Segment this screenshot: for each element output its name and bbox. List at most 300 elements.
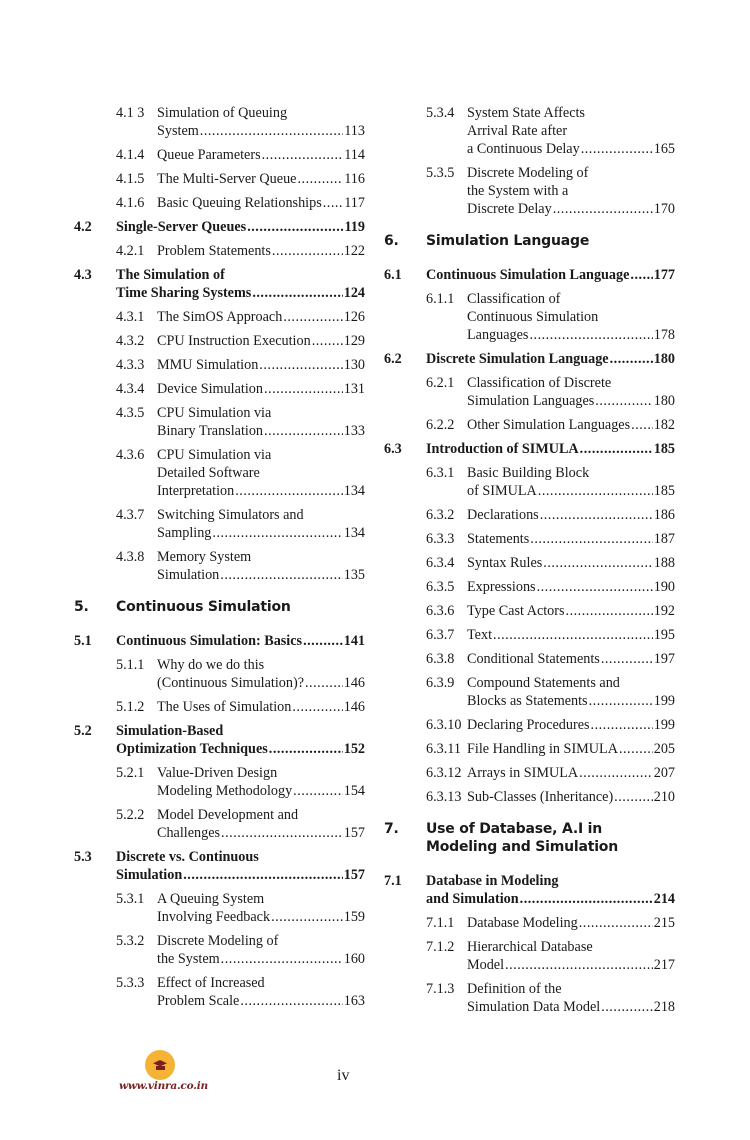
toc-section-entry[interactable] (383, 440, 675, 458)
toc-entry-title: Problem Scale (157, 993, 240, 1009)
toc-page-number: 160 (343, 951, 365, 967)
dot-leader (262, 146, 344, 164)
toc-subsection-entry[interactable] (73, 332, 365, 350)
dot-leader (520, 890, 653, 908)
toc-entry-line (157, 950, 365, 968)
dot-leader (537, 578, 653, 596)
toc-subsection-entry[interactable] (383, 914, 675, 932)
toc-page-number: 187 (653, 531, 675, 547)
dot-leader (581, 140, 653, 158)
toc-entry-title: Time Sharing Systems (116, 285, 252, 301)
toc-page-number: 146 (343, 675, 365, 691)
toc-entry-number: 5.3.1 (116, 891, 145, 907)
toc-entry-line (157, 356, 365, 374)
toc-page-number: 134 (343, 483, 365, 499)
toc-subsection-entry[interactable] (73, 446, 365, 500)
toc-subsection-entry[interactable] (73, 146, 365, 164)
dot-leader (235, 482, 343, 500)
toc-chapter-heading (73, 598, 365, 616)
toc-entry-title: System State Affects (467, 105, 585, 121)
toc-page-number: 163 (343, 993, 365, 1009)
toc-entry-number: 6.2 (384, 351, 402, 367)
toc-section-entry[interactable] (383, 266, 675, 284)
dot-leader (220, 566, 342, 584)
toc-entry-line (467, 530, 675, 548)
toc-entry-title: Compound Statements and (467, 675, 620, 691)
toc-entry-number: 4.3.4 (116, 381, 145, 397)
toc-entry-title: of SIMULA (467, 483, 537, 499)
toc-page-number: 124 (343, 285, 365, 301)
toc-subsection-entry[interactable] (73, 308, 365, 326)
toc-entry-line (426, 890, 675, 908)
toc-entry-number: 4.2 (74, 219, 92, 235)
dot-leader (579, 764, 653, 782)
toc-entry-title: Text (467, 627, 493, 643)
toc-entry-title: Conditional Statements (467, 651, 600, 667)
toc-entry-title: Discrete Modeling of (157, 933, 279, 949)
dot-leader (619, 740, 653, 758)
dot-leader (323, 194, 344, 212)
toc-entry-line (467, 626, 675, 644)
publisher-url[interactable]: www.vinra.co.in (119, 1080, 208, 1092)
dot-leader (259, 356, 342, 374)
toc-page-number: 122 (343, 243, 365, 259)
toc-entry-number: 7.1 (384, 873, 402, 889)
dot-leader (312, 332, 343, 350)
toc-page-number: 130 (343, 357, 365, 373)
dot-leader (614, 788, 653, 806)
toc-page-number: 113 (344, 123, 365, 139)
toc-subsection-entry[interactable] (383, 788, 675, 806)
toc-entry-title: CPU Simulation via (157, 447, 272, 463)
toc-entry-line (157, 122, 365, 140)
toc-page-number: 199 (653, 717, 675, 733)
toc-entry-number: 6.3.5 (426, 579, 455, 595)
toc-entry-line (157, 698, 365, 716)
toc-entry-title: Value-Driven Design (157, 765, 278, 781)
toc-subsection-entry[interactable] (383, 164, 675, 218)
toc-page-number: 141 (343, 633, 365, 649)
toc-entry-title: Database Modeling (467, 915, 578, 931)
dot-leader (529, 326, 652, 344)
toc-entry-line (157, 332, 365, 350)
toc-entry-line (116, 218, 365, 236)
toc-entry-line (467, 392, 675, 410)
dot-leader (530, 530, 652, 548)
toc-entry-title: Discrete Modeling of (467, 165, 589, 181)
toc-page-number: 152 (343, 741, 365, 757)
toc-page-number: 188 (653, 555, 675, 571)
toc-section-entry[interactable] (73, 632, 365, 650)
dot-leader (183, 866, 342, 884)
toc-subsection-entry[interactable] (383, 578, 675, 596)
toc-entry-line (116, 284, 365, 302)
toc-page-number: 116 (344, 171, 365, 187)
dot-leader (212, 524, 342, 542)
toc-entry-line (467, 998, 675, 1016)
toc-entry-title: Binary Translation (157, 423, 264, 439)
dot-leader (553, 200, 653, 218)
toc-entry-number: 6.3.8 (426, 651, 455, 667)
toc-page-number: 119 (344, 219, 365, 235)
toc-entry-line (426, 440, 675, 458)
toc-entry-title: Classification of Discrete (467, 375, 612, 391)
toc-subsection-entry[interactable] (383, 740, 675, 758)
toc-entry-line (116, 740, 365, 758)
dot-leader (264, 380, 343, 398)
toc-entry-number: 6.2.2 (426, 417, 455, 433)
toc-entry-number: 6.3.12 (426, 765, 462, 781)
toc-entry-number: 5.3.4 (426, 105, 455, 121)
toc-entry-title: (Continuous Simulation)? (157, 675, 304, 691)
toc-entry-title: CPU Simulation via (157, 405, 272, 421)
toc-entry-line (157, 194, 365, 212)
toc-entry-line (467, 914, 675, 932)
toc-section-entry[interactable] (73, 722, 365, 758)
toc-entry-line (426, 350, 675, 368)
toc-entry-title: The SimOS Approach (157, 309, 283, 325)
toc-entry-line (157, 782, 365, 800)
toc-entry-title: Simulation Language (426, 233, 590, 249)
toc-entry-number: 4.3.5 (116, 405, 145, 421)
toc-subsection-entry[interactable] (383, 626, 675, 644)
toc-page-number: 186 (653, 507, 675, 523)
toc-entry-line (157, 908, 365, 926)
graduation-cap-base-icon (156, 1066, 165, 1070)
toc-entry-title: Basic Building Block (467, 465, 590, 481)
toc-entry-title: Model Development and (157, 807, 299, 823)
toc-page-number: 154 (343, 783, 365, 799)
dot-leader (252, 284, 342, 302)
toc-subsection-entry[interactable] (73, 890, 365, 926)
toc-entry-number: 4.3.6 (116, 447, 145, 463)
toc-entry-title: Continuous Simulation (116, 599, 291, 615)
toc-entry-title: Memory System (157, 549, 252, 565)
toc-entry-title: Simulation Data Model (467, 999, 601, 1015)
publisher-logo (145, 1050, 175, 1080)
toc-page-number: 134 (343, 525, 365, 541)
toc-entry-title: Interpretation (157, 483, 235, 499)
toc-entry-number: 5.1.2 (116, 699, 145, 715)
toc-section-entry[interactable] (73, 848, 365, 884)
toc-entry-title: The Multi-Server Queue (157, 171, 297, 187)
toc-entry-line (157, 674, 365, 692)
toc-page-number: 190 (653, 579, 675, 595)
toc-subsection-entry[interactable] (383, 416, 675, 434)
toc-page-number: 214 (653, 891, 675, 907)
dot-leader (221, 950, 343, 968)
toc-subsection-entry[interactable] (73, 506, 365, 542)
toc-entry-line (467, 716, 675, 734)
toc-entry-line (467, 140, 675, 158)
toc-chapter-heading (383, 232, 675, 250)
toc-entry-title: Simulation-Based (116, 723, 224, 739)
toc-subsection-entry[interactable] (383, 464, 675, 500)
dot-leader (297, 170, 343, 188)
toc-right-column (383, 104, 675, 1022)
dot-leader (610, 350, 653, 368)
toc-page-number: 126 (343, 309, 365, 325)
toc-entry-line (157, 308, 365, 326)
toc-subsection-entry[interactable] (73, 242, 365, 260)
dot-leader (493, 626, 653, 644)
toc-entry-number: 7. (384, 821, 399, 837)
toc-entry-number: 4.3 (74, 267, 92, 283)
toc-entry-title: Discrete Delay (467, 201, 552, 217)
toc-entry-title: the System (157, 951, 220, 967)
toc-subsection-entry[interactable] (73, 170, 365, 188)
toc-subsection-entry[interactable] (73, 104, 365, 140)
dot-leader (292, 698, 342, 716)
toc-subsection-entry[interactable] (383, 938, 675, 974)
toc-entry-number: 6.3.10 (426, 717, 462, 733)
toc-page-number: 210 (653, 789, 675, 805)
toc-entry-line (116, 632, 365, 650)
toc-entry-title: Problem Statements (157, 243, 271, 259)
dot-leader (543, 554, 652, 572)
toc-entry-title: a Continuous Delay (467, 141, 580, 157)
toc-entry-line (157, 524, 365, 542)
toc-entry-title: Continuous Simulation Language (426, 267, 630, 283)
toc-entry-line (467, 692, 675, 710)
toc-entry-title: Challenges (157, 825, 221, 841)
toc-entry-number: 6.3.13 (426, 789, 462, 805)
toc-entry-title: Hierarchical Database (467, 939, 593, 955)
toc-entry-title: Continuous Simulation (467, 309, 599, 325)
dot-leader (591, 716, 653, 734)
toc-entry-title: Syntax Rules (467, 555, 543, 571)
toc-entry-title: Declaring Procedures (467, 717, 590, 733)
dot-leader (595, 392, 652, 410)
toc-entry-number: 6.1 (384, 267, 402, 283)
toc-entry-title: The Uses of Simulation (157, 699, 292, 715)
toc-subsection-entry[interactable] (73, 806, 365, 842)
toc-subsection-entry[interactable] (383, 530, 675, 548)
toc-entry-line (467, 602, 675, 620)
dot-leader (272, 242, 343, 260)
toc-entry-number: 6.3.1 (426, 465, 455, 481)
toc-page-number: 114 (344, 147, 365, 163)
toc-entry-number: 5.1.1 (116, 657, 145, 673)
toc-subsection-entry[interactable] (73, 764, 365, 800)
toc-entry-number: 6. (384, 233, 399, 249)
toc-chapter-heading (383, 820, 675, 856)
toc-entry-line (467, 554, 675, 572)
page-number: iv (337, 1067, 350, 1084)
toc-page-number: 180 (653, 393, 675, 409)
dot-leader (200, 122, 343, 140)
dot-leader (580, 440, 653, 458)
toc-entry-line (157, 242, 365, 260)
dot-leader (601, 998, 653, 1016)
toc-entry-number: 6.3.6 (426, 603, 455, 619)
toc-page-number: 197 (653, 651, 675, 667)
toc-entry-title: Single-Server Queues (116, 219, 247, 235)
toc-entry-title: Effect of Increased (157, 975, 265, 991)
toc-page-number: 157 (343, 867, 365, 883)
dot-leader (293, 782, 343, 800)
toc-entry-number: 6.2.1 (426, 375, 455, 391)
toc-entry-title: MMU Simulation (157, 357, 259, 373)
toc-page-number: 135 (343, 567, 365, 583)
toc-entry-number: 5. (74, 599, 89, 615)
dot-leader (221, 824, 343, 842)
toc-entry-number: 5.1 (74, 633, 92, 649)
toc-entry-title: Languages (467, 327, 529, 343)
toc-page-number: 192 (653, 603, 675, 619)
dot-leader (538, 482, 653, 500)
toc-entry-title: Device Simulation (157, 381, 263, 397)
toc-entry-line (467, 650, 675, 668)
toc-entry-title: Detailed Software (157, 465, 260, 481)
toc-subsection-entry[interactable] (73, 548, 365, 584)
toc-entry-line (467, 200, 675, 218)
toc-page-number: 165 (653, 141, 675, 157)
dot-leader (269, 740, 343, 758)
toc-entry-line (157, 380, 365, 398)
toc-entry-title: Declarations (467, 507, 539, 523)
toc-subsection-entry[interactable] (383, 650, 675, 668)
toc-subsection-entry[interactable] (73, 974, 365, 1010)
toc-entry-title: Why do we do this (157, 657, 265, 673)
toc-page-number: 218 (653, 999, 675, 1015)
toc-page-number: 129 (343, 333, 365, 349)
toc-entry-title: Statements (467, 531, 530, 547)
toc-entry-line (157, 824, 365, 842)
toc-entry-number: 6.3.4 (426, 555, 455, 571)
dot-leader (589, 692, 653, 710)
toc-entry-number: 5.3 (74, 849, 92, 865)
toc-entry-number: 6.3.11 (426, 741, 461, 757)
toc-subsection-entry[interactable] (73, 656, 365, 692)
toc-section-entry[interactable] (73, 218, 365, 236)
toc-subsection-entry[interactable] (73, 698, 365, 716)
toc-subsection-entry[interactable] (383, 602, 675, 620)
toc-subsection-entry[interactable] (73, 404, 365, 440)
toc-subsection-entry[interactable] (383, 764, 675, 782)
toc-entry-line (467, 578, 675, 596)
toc-page-number: 178 (653, 327, 675, 343)
toc-subsection-entry[interactable] (383, 290, 675, 344)
toc-subsection-entry[interactable] (73, 380, 365, 398)
toc-subsection-entry[interactable] (73, 194, 365, 212)
toc-subsection-entry[interactable] (383, 716, 675, 734)
toc-entry-title: Database in Modeling (426, 873, 559, 889)
dot-leader (264, 422, 343, 440)
toc-left-column (73, 104, 365, 1016)
toc-page-number: 131 (343, 381, 365, 397)
toc-page-number: 207 (653, 765, 675, 781)
toc-section-entry[interactable] (73, 266, 365, 302)
toc-entry-line (426, 266, 675, 284)
dot-leader (271, 908, 343, 926)
toc-entry-number: 5.3.3 (116, 975, 145, 991)
dot-leader (631, 416, 653, 434)
toc-entry-line (157, 422, 365, 440)
toc-entry-line (467, 764, 675, 782)
toc-page-number: 182 (653, 417, 675, 433)
toc-entry-title: Optimization Techniques (116, 741, 268, 757)
toc-entry-number: 5.3.2 (116, 933, 145, 949)
toc-subsection-entry[interactable] (383, 674, 675, 710)
toc-entry-title: File Handling in SIMULA (467, 741, 618, 757)
toc-subsection-entry[interactable] (73, 932, 365, 968)
toc-entry-line (467, 506, 675, 524)
toc-entry-title: Queue Parameters (157, 147, 261, 163)
toc-page-number: 133 (343, 423, 365, 439)
toc-subsection-entry[interactable] (383, 104, 675, 158)
toc-entry-title: Modeling Methodology (157, 783, 293, 799)
toc-entry-number: 6.3.9 (426, 675, 455, 691)
dot-leader (579, 914, 653, 932)
toc-entry-title: Other Simulation Languages (467, 417, 631, 433)
toc-entry-title: Simulation Languages (467, 393, 595, 409)
toc-entry-number: 4.3.1 (116, 309, 145, 325)
toc-entry-number: 4.3.7 (116, 507, 145, 523)
toc-entry-number: 6.3.2 (426, 507, 455, 523)
toc-entry-title: The Simulation of (116, 267, 225, 283)
toc-entry-title: the System with a (467, 183, 569, 199)
toc-entry-title: Simulation (157, 567, 220, 583)
toc-entry-number: 7.1.2 (426, 939, 455, 955)
toc-entry-line (467, 788, 675, 806)
toc-entry-number: 7.1.1 (426, 915, 455, 931)
toc-entry-line (157, 566, 365, 584)
toc-entry-number: 4.3.3 (116, 357, 145, 373)
toc-entry-line (157, 482, 365, 500)
dot-leader (240, 992, 342, 1010)
toc-entry-number: 6.1.1 (426, 291, 455, 307)
toc-page-number: 215 (653, 915, 675, 931)
toc-entry-title: System (157, 123, 199, 139)
toc-entry-title: Classification of (467, 291, 561, 307)
toc-subsection-entry[interactable] (383, 374, 675, 410)
toc-entry-line (467, 326, 675, 344)
toc-subsection-entry[interactable] (383, 506, 675, 524)
toc-entry-title: Discrete Simulation Language (426, 351, 609, 367)
toc-section-entry[interactable] (383, 350, 675, 368)
toc-page-number: 217 (653, 957, 675, 973)
toc-subsection-entry[interactable] (73, 356, 365, 374)
dot-leader (247, 218, 343, 236)
toc-entry-number: 5.2.1 (116, 765, 145, 781)
toc-entry-number: 6.3.7 (426, 627, 455, 643)
toc-subsection-entry[interactable] (383, 980, 675, 1016)
toc-page-number: 146 (343, 699, 365, 715)
toc-entry-title: Continuous Simulation: Basics (116, 633, 303, 649)
toc-subsection-entry[interactable] (383, 554, 675, 572)
dot-leader (540, 506, 653, 524)
toc-entry-number: 4.1.4 (116, 147, 145, 163)
toc-entry-number: 6.3 (384, 441, 402, 457)
dot-leader (601, 650, 653, 668)
toc-entry-number: 6.3.3 (426, 531, 455, 547)
toc-section-entry[interactable] (383, 872, 675, 908)
dot-leader (505, 956, 653, 974)
toc-entry-line (467, 482, 675, 500)
toc-entry-number: 4.1.6 (116, 195, 145, 211)
toc-entry-number: 4.2.1 (116, 243, 145, 259)
toc-entry-line (116, 866, 365, 884)
toc-entry-title: CPU Instruction Execution (157, 333, 311, 349)
toc-entry-number: 4.1 3 (116, 105, 145, 121)
toc-entry-title: Modeling and Simulation (426, 839, 618, 855)
toc-entry-number: 7.1.3 (426, 981, 455, 997)
toc-entry-title: Introduction of SIMULA (426, 441, 579, 457)
toc-entry-number: 5.2.2 (116, 807, 145, 823)
toc-entry-title: Sampling (157, 525, 212, 541)
toc-page-number: 199 (653, 693, 675, 709)
